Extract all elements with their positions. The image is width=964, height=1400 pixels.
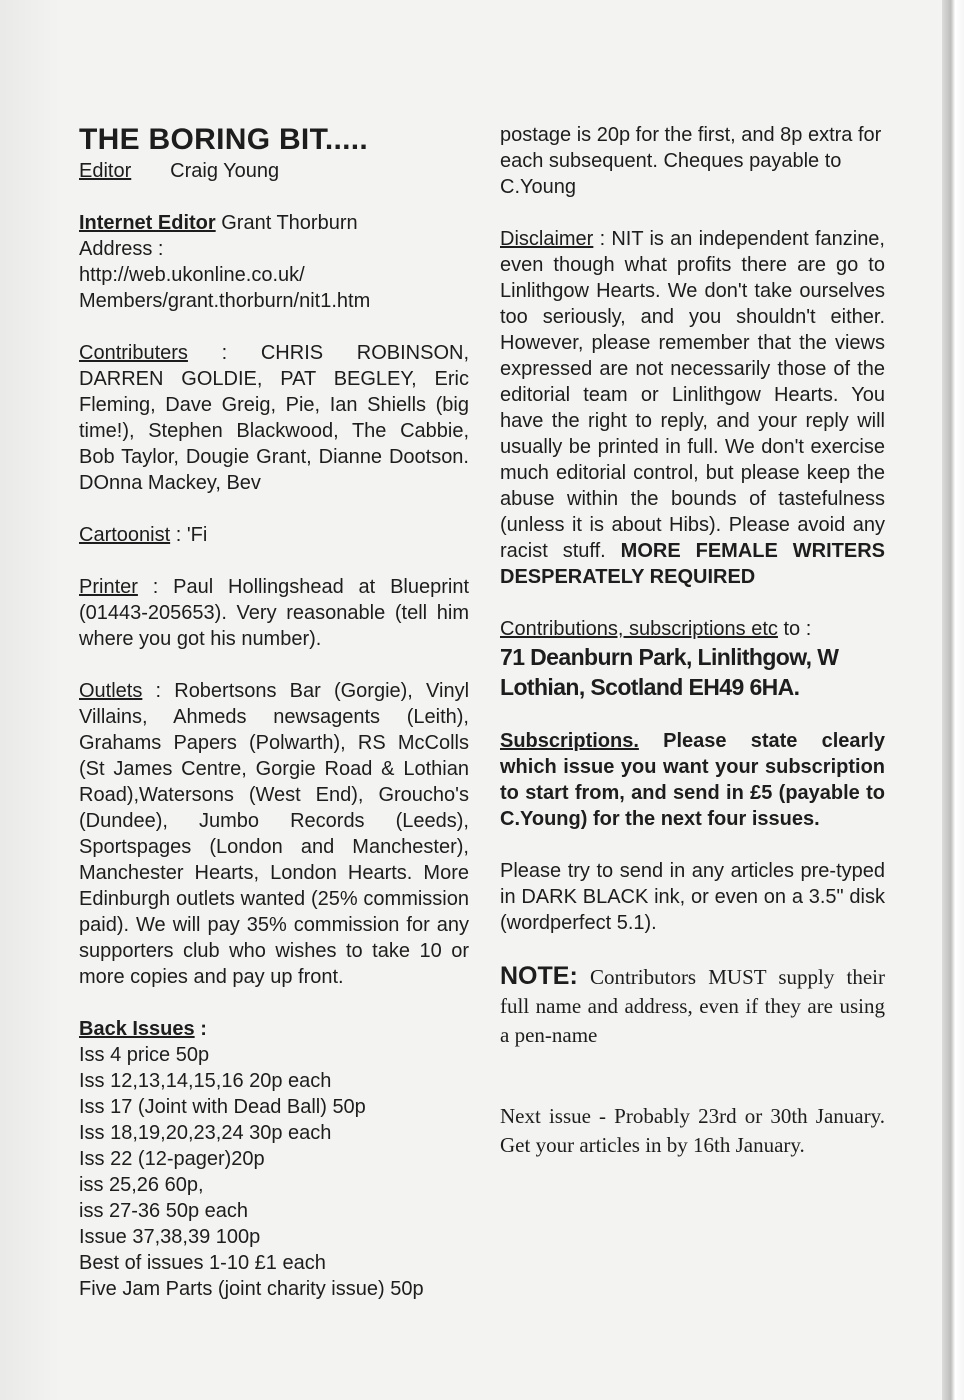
left-column — [79, 122, 469, 1302]
page-edge — [942, 0, 964, 1400]
page-title: THE BORING BIT..... — [79, 123, 369, 156]
back-issues-section — [79, 1016, 469, 1302]
articles-text: Please try to send in any articles pre-typed in DARK BLACK ink, or even on a 3.5" disk (wordperfect 5.1). — [500, 860, 885, 934]
outlets-text: : Robertsons Bar (Gorgie), Vinyl Villains, Ahmeds newsagents (Leith), Grahams Papers (Polwarth), RS McColls (St James Centre, Gorgie Road & Lothian Road),Watersons (West End), Groucho's (Dundee), Jumbo Records (Leeds), Sportspages (London and Manchester), Manchester Hearts, London Hearts. More Edinburgh outlets wanted (25% commission paid). We will pay 35% commission for any supporters club who wishes to take 10 or more copies and pay up front. — [79, 680, 470, 988]
note-text: Contributors MUST supply their full name and address, even if they are using a pen-name — [500, 965, 886, 1047]
note-label: NOTE: — [500, 962, 578, 990]
disclaimer-bold: MORE FEMALE WRITERS DESPERATELY REQUIRED — [500, 540, 885, 588]
back-issue-item: iss 25,26 60p, — [79, 1174, 204, 1196]
address-label: Address : — [79, 238, 164, 260]
internet-editor-label: Internet Editor — [79, 212, 216, 234]
contributions-section — [500, 616, 885, 642]
contributers-section — [79, 340, 469, 496]
editor-label: Editor — [79, 160, 132, 182]
cartoonist-section — [79, 522, 469, 548]
address-url-1: http://web.ukonline.co.uk/ — [79, 264, 305, 286]
back-issues-label: Back Issues — [79, 1018, 195, 1040]
contributers-label: Contributers — [79, 342, 188, 364]
subscriptions-label: Subscriptions. — [500, 730, 639, 752]
next-issue-text: Next issue - Probably 23rd or 30th January. Get your articles in by 16th January. — [500, 1104, 885, 1157]
postal-address: 71 Deanburn Park, Linlithgow, W Lothian, Scotland EH49 6HA. — [500, 644, 839, 700]
outlets-label: Outlets — [79, 680, 143, 702]
printer-section — [79, 574, 469, 652]
internet-editor-name: Grant Thorburn — [221, 212, 358, 234]
editor-name: Craig Young — [170, 160, 280, 182]
back-issue-item: Iss 18,19,20,23,24 30p each — [79, 1122, 332, 1144]
back-issue-item: Iss 17 (Joint with Dead Ball) 50p — [79, 1096, 366, 1118]
internet-editor-section — [79, 210, 469, 314]
right-column — [500, 122, 885, 1160]
subscriptions-section — [500, 728, 885, 832]
disclaimer-text: : NIT is an independent fanzine, even though what profits there are go to Linlithgow Hearts. We don't take ourselves too seriously, and you shouldn't either. However, please remember that the views expressed are not necessarily those of the editorial team or Linlithgow Hearts. You have the right to reply, and your reply will usually be printed in full. We don't exercise much editorial control, but please keep the abuse within the bounds of tastefulness (unless it is about Hibs). Please avoid any racist stuff. — [500, 228, 885, 562]
cartoonist-label: Cartoonist — [79, 524, 171, 546]
printer-text: : Paul Hollingshead at Blueprint (01443-205653). Very reasonable (tell him where you got his number). — [79, 576, 470, 650]
back-issue-item: iss 27-36 50p each — [79, 1200, 249, 1222]
disclaimer-label: Disclaimer — [500, 228, 594, 250]
back-issue-item: Issue 37,38,39 100p — [79, 1226, 261, 1248]
note-section — [500, 962, 885, 1050]
disclaimer-section — [500, 226, 885, 590]
contributions-to: to : — [783, 618, 812, 640]
back-issue-item: Iss 12,13,14,15,16 20p each — [79, 1070, 332, 1092]
back-issue-item: Five Jam Parts (joint charity issue) 50p — [79, 1278, 424, 1300]
contributions-label: Contributions, subscriptions etc — [500, 618, 778, 640]
page-shadow — [0, 0, 60, 1400]
outlets-section — [79, 678, 469, 990]
back-issues-colon: : — [200, 1018, 207, 1040]
address-url-2: Members/grant.thorburn/nit1.htm — [79, 290, 371, 312]
back-issue-item: Iss 22 (12-pager)20p — [79, 1148, 265, 1170]
subscriptions-text: Please state clearly which issue you want your subscription to start from, and send in £5 (payable to C.Young) for the next four issues. — [500, 730, 885, 830]
back-issue-item: Iss 4 price 50p — [79, 1044, 210, 1066]
postage-text: postage is 20p for the first, and 8p extra for each subsequent. Cheques payable to C.Young — [500, 124, 882, 198]
cartoonist-text: : 'Fi — [175, 524, 208, 546]
editor-line — [79, 158, 469, 184]
back-issue-item: Best of issues 1-10 £1 each — [79, 1252, 326, 1274]
printer-label: Printer — [79, 576, 138, 598]
contributers-text: : CHRIS ROBINSON, DARREN GOLDIE, PAT BEGLEY, Eric Fleming, Dave Greig, Pie, Ian Shiells (big time!), Stephen Blackwood, The Cabbie, Bob Taylor, Dougie Grant, Dianne Dootson. DOnna Mackey, Bev — [79, 342, 469, 494]
